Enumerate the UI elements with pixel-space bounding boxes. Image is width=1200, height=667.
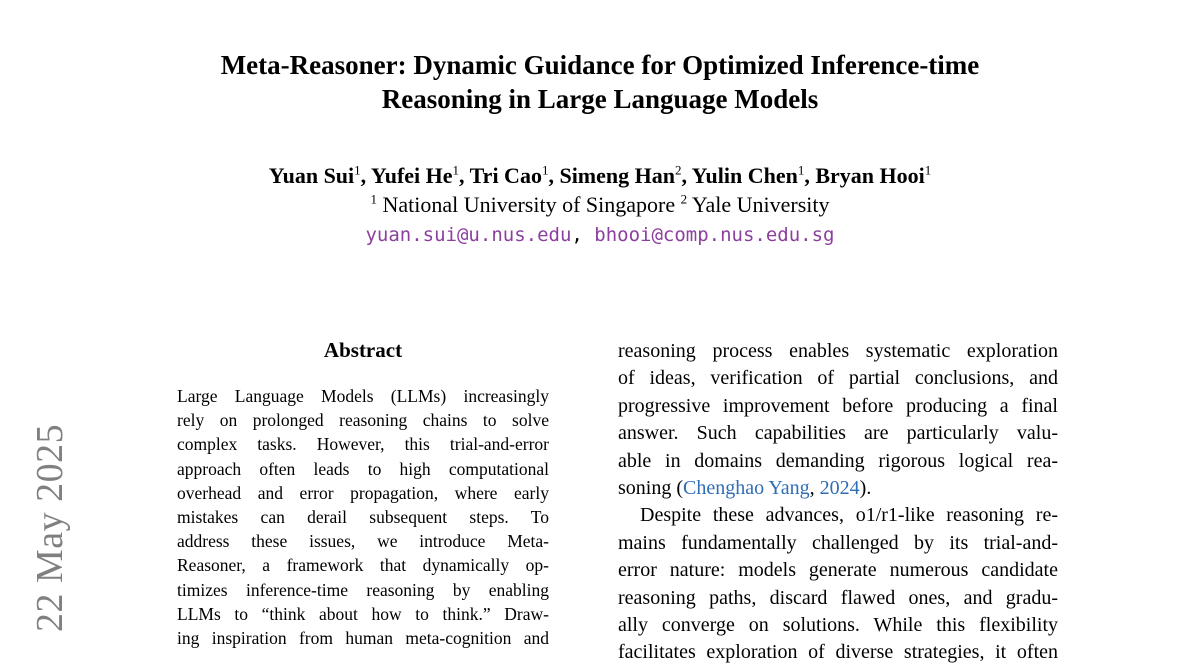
email-link[interactable]: yuan.sui@u.nus.edu bbox=[365, 224, 572, 246]
author: Bryan Hooi$^1$ bbox=[815, 162, 932, 188]
body-line: reasoning process enables systematic exploration bbox=[618, 340, 1058, 362]
author-list: Yuan Sui$^1$, Yufei He$^1$, Tri Cao$^1$, Simeng Han$^2$, Yulin Chen$^1$, Bryan Hooi$^1$ bbox=[268, 162, 932, 188]
citation-year-link[interactable]: 2024 bbox=[819, 477, 860, 500]
affiliation-number: 2 bbox=[680, 191, 688, 207]
abstract-line: Large Language Models (LLMs) increasingly bbox=[177, 386, 549, 406]
affiliations bbox=[140, 191, 1060, 219]
affiliation-number: 1 bbox=[370, 191, 377, 207]
affiliation-name: National University of Singapore bbox=[382, 192, 676, 217]
affiliation-name: Yale University bbox=[691, 192, 830, 217]
abstract-body bbox=[177, 384, 549, 650]
title-line-2: Reasoning in Large Language Models bbox=[381, 84, 819, 114]
body-line: facilitates exploration of diverse strategies, it often bbox=[618, 641, 1058, 664]
arxiv-date-stamp bbox=[26, 418, 76, 632]
abstract-heading: Abstract bbox=[323, 338, 403, 362]
abstract-line: approach often leads to high computational bbox=[177, 458, 549, 479]
abstract-line: mistakes can derail subsequent steps. To bbox=[177, 507, 549, 528]
body-line: ally converge on solutions. While this flexibility bbox=[618, 614, 1058, 637]
intro-column bbox=[618, 338, 1058, 667]
body-line: answer. Such capabilities are particularly valu- bbox=[618, 422, 1058, 445]
author: Yuan Sui$^1$ bbox=[268, 162, 361, 188]
abstract-line: Reasoner, a framework that dynamically op- bbox=[177, 555, 549, 576]
abstract-line: rely on prolonged reasoning chains to solve bbox=[177, 410, 549, 431]
abstract-line: address these issues, we introduce Meta- bbox=[177, 531, 549, 552]
abstract-line: timizes inference-time reasoning by enabling bbox=[177, 579, 549, 600]
abstract-line: ing inspiration from human meta-cognition and bbox=[177, 628, 549, 649]
abstract-line: overhead and error propagation, where early bbox=[177, 482, 549, 503]
author: Tri Cao$^1$ bbox=[469, 162, 549, 188]
title-line-1: Meta-Reasoner: Dynamic Guidance for Optimized Inference-time bbox=[220, 50, 980, 80]
author: Yulin Chen$^1$ bbox=[691, 162, 805, 188]
contact-emails: yuan.sui@u.nus.edu, bhooi@comp.nus.edu.sg bbox=[365, 224, 835, 246]
author: Simeng Han$^2$ bbox=[559, 162, 682, 188]
email-link[interactable]: bhooi@comp.nus.edu.sg bbox=[594, 224, 835, 246]
paper-title bbox=[140, 48, 1060, 116]
arxiv-date-text: 22 May 2025 bbox=[29, 423, 71, 632]
body-line: progressive improvement before producing a final bbox=[618, 394, 1058, 417]
author: Yufei He$^1$ bbox=[370, 162, 460, 188]
abstract-line: complex tasks. However, this trial-and-error bbox=[177, 434, 549, 455]
body-line: error nature: models generate numerous candidate bbox=[618, 559, 1058, 582]
body-line-with-citation: soning (Chenghao Yang, 2024). bbox=[618, 477, 872, 500]
body-line: reasoning paths, discard flawed ones, and gradu- bbox=[618, 586, 1058, 609]
body-line: able in domains demanding rigorous logical rea- bbox=[618, 449, 1058, 472]
body-line: of ideas, verification of partial conclusions, and bbox=[618, 367, 1058, 390]
abstract-line: LLMs to “think about how to think.” Draw- bbox=[177, 603, 549, 624]
body-line: Despite these advances, o1/r1-like reasoning re- bbox=[640, 504, 1058, 527]
body-line: mains fundamentally challenged by its trial-and- bbox=[618, 531, 1058, 554]
citation-link[interactable]: Chenghao Yang bbox=[683, 477, 810, 500]
